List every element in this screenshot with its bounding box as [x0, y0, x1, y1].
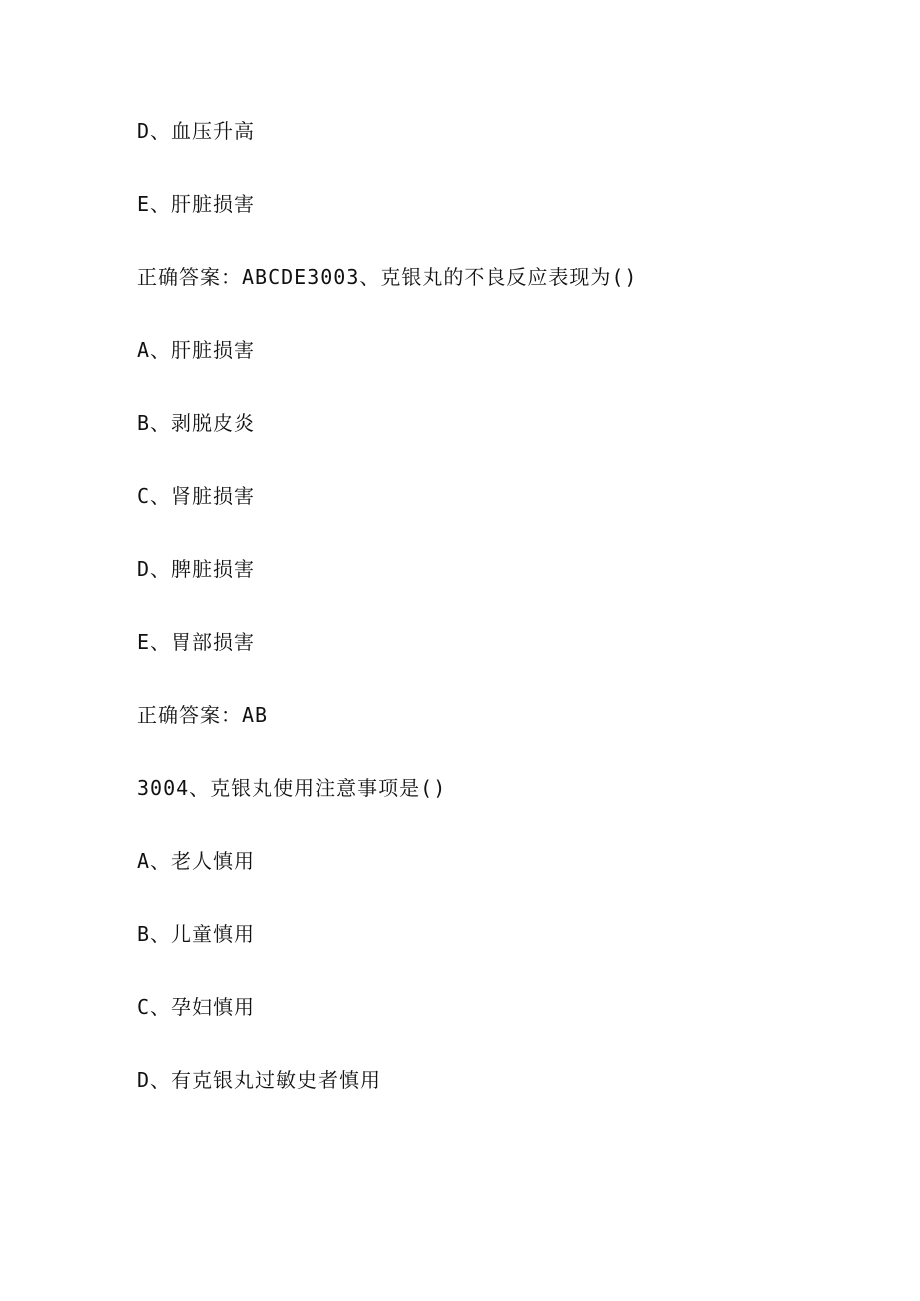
option-line: A、老人慎用 — [137, 849, 256, 873]
option-line: D、有克银丸过敏史者慎用 — [137, 1068, 382, 1092]
option-line: D、脾脏损害 — [137, 557, 256, 581]
option-line: E、肝脏损害 — [137, 192, 256, 216]
answer-and-question-line: 正确答案：ABCDE3003、克银丸的不良反应表现为() — [137, 265, 638, 289]
option-line: C、孕妇慎用 — [137, 995, 256, 1019]
answer-line: 正确答案：AB — [137, 703, 269, 727]
option-line: C、肾脏损害 — [137, 484, 256, 508]
option-line: B、儿童慎用 — [137, 922, 256, 946]
option-line: D、血压升高 — [137, 119, 256, 143]
option-line: B、剥脱皮炎 — [137, 411, 256, 435]
question-line: 3004、克银丸使用注意事项是() — [137, 776, 447, 800]
option-line: E、胃部损害 — [137, 630, 256, 654]
option-line: A、肝脏损害 — [137, 338, 256, 362]
